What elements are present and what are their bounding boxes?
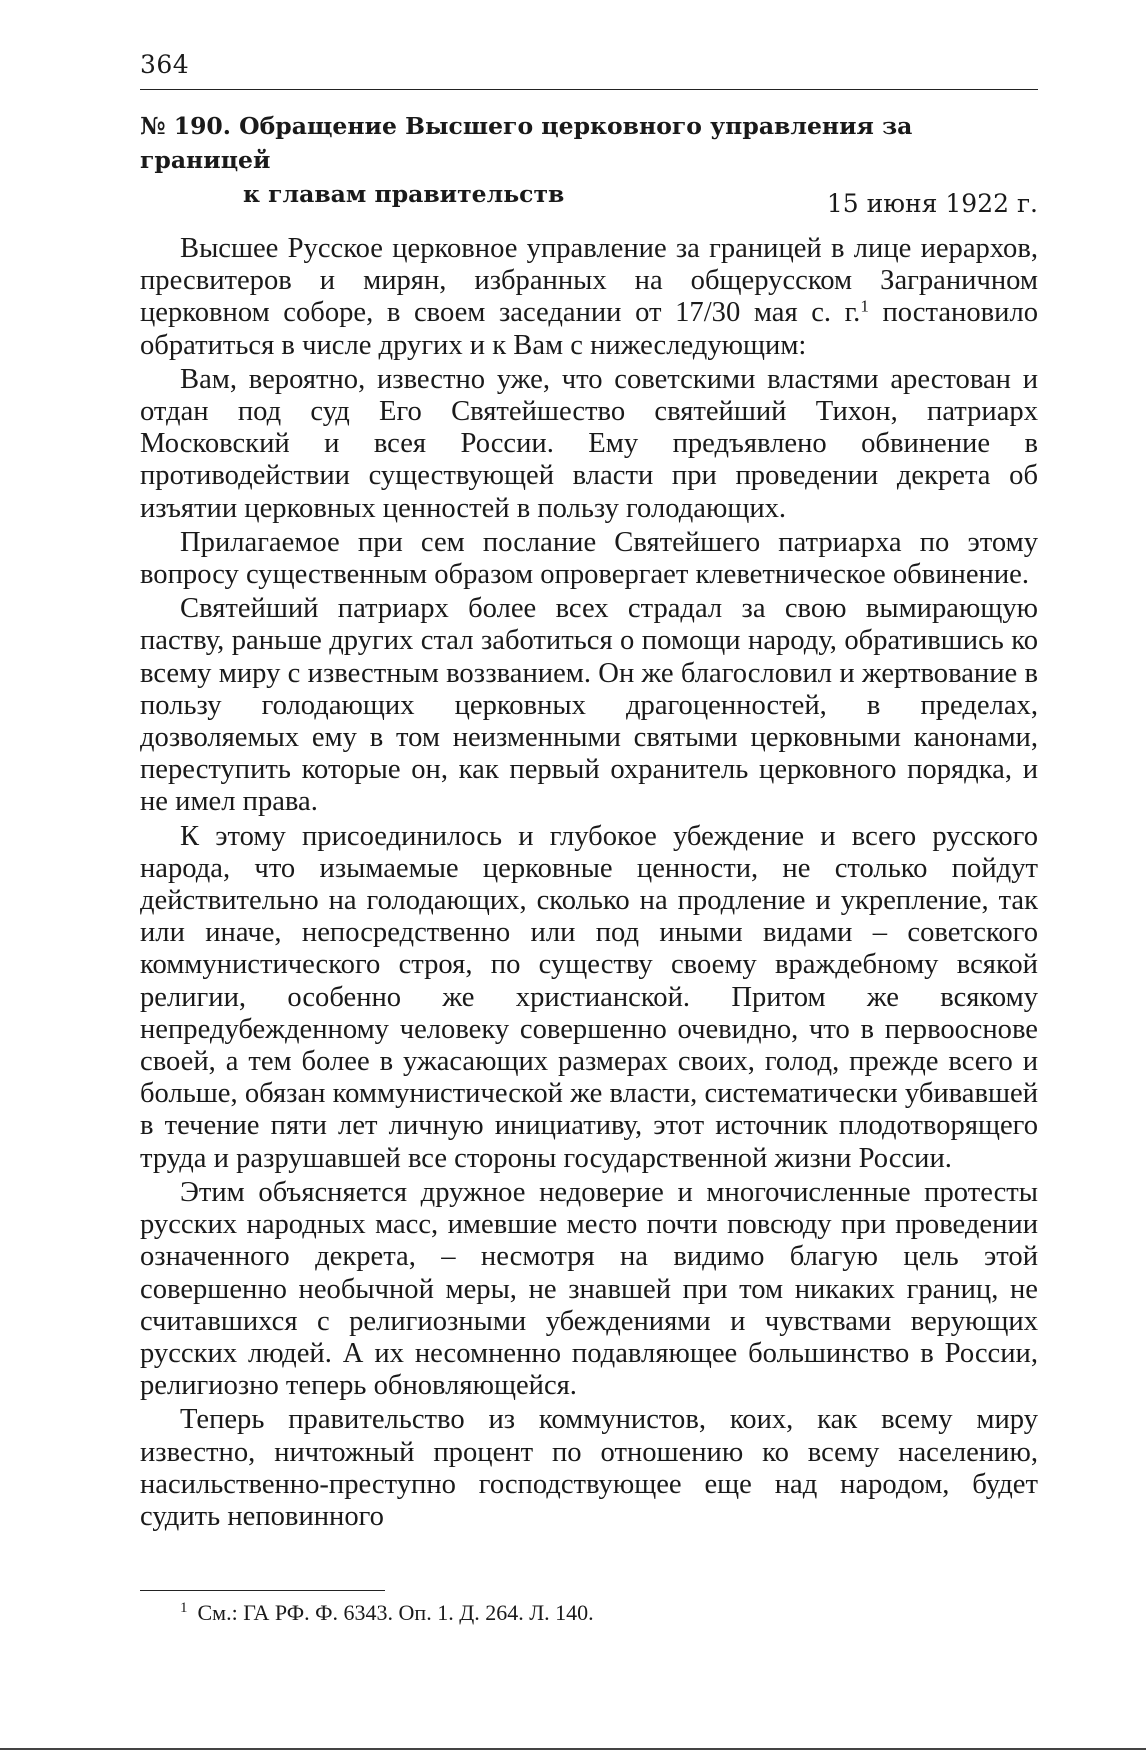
footnote [180, 1600, 594, 1626]
header-divider [140, 89, 1038, 90]
paragraph-4: Святейший патриарх более всех страдал за свою вымирающую паству, раньше других стал заботиться о помощи народу, обратившись ко всему миру с известным воззванием. Он же благословил и жертвование в пользу голодающих церковных драгоценностей, в пределах, дозволяемых ему в том неизменными святыми церковными канонами, переступить которые он, как первый охранитель церковного порядка, и не имел права. [140, 593, 1038, 818]
paragraph-1 [140, 233, 1038, 362]
paragraph-5: К этому присоединилось и глубокое убеждение и всего русского народа, что изымаемые церковные ценности, не столько пойдут действительно на голодающих, сколько на продление и укрепление, так или иначе, непосредственно или под иными видами – советского коммунистического строя, по существу своему враждебному всякой религии, особенно же христианской. Притом же всякому непредубежденному человеку совершенно очевидно, что в первооснове своей, а тем более в ужасающих размерах своих, голод, прежде всего и больше, обязан коммунистической же власти, систематически убивавшей в течение пяти лет личную инициативу, этот источник плодотворящего труда и разрушавшей все стороны государственной жизни России. [140, 820, 1038, 1174]
document-date: 15 июня 1922 г. [826, 189, 1038, 218]
paragraph-1-before-note: Высшее Русское церковное управление за границей в лице иерархов, пресвитеров и мирян, избранных на общерусском Заграничном церковном соборе, в своем заседании от 17/30 мая с. г. [140, 233, 1038, 329]
document-number: № 190. [140, 112, 231, 140]
footnote-text: См.: ГА РФ. Ф. 6343. Оп. 1. Д. 264. Л. 140. [197, 1600, 594, 1625]
paragraph-2: Вам, вероятно, известно уже, что советскими властями арестован и отдан под суд Его Святейшество святейший Тихон, патриарх Московский и всея России. Ему предъявлено обвинение в противодействии существующей власти при проведении декрета об изъятии церковных ценностей в пользу голодающих. [140, 363, 1038, 524]
paragraph-1-after-note: постановило обратиться в числе других и к Вам с нижеследующим: [140, 297, 1039, 361]
document-body [140, 233, 1038, 1533]
paragraph-6: Этим объясняется дружное недоверие и многочисленные протесты русских народных масс, имевшие место почти повсюду при проведении означенного декрета, – несмотря на видимо благую цель этой совершенно необычной меры, не знавшей при том никаких границ, не считавшихся с религиозными убеждениями и чувствами верующих русских людей. А их несомненно подавляющее большинство в России, религиозно теперь обновляющейся. [140, 1176, 1038, 1402]
footnote-reference: 1 [860, 296, 869, 316]
footnote-divider [140, 1590, 385, 1591]
document-title-line-2: к главам правительств [243, 180, 565, 208]
footnote-mark: 1 [180, 1600, 188, 1616]
document-title-line-1: Обращение Высшего церковного управления за границей [140, 112, 913, 174]
paragraph-3: Прилагаемое при сем послание Святейшего патриарха по этому вопросу существенным образом опровергает клеветническое обвинение. [140, 526, 1038, 591]
paragraph-7: Теперь правительство из коммунистов, коих, как всему миру известно, ничтожный процент по отношению ко всему населению, насильственно-преступно господствующее еще над народом, будет судить неповинного [140, 1404, 1038, 1532]
page-number: 364 [140, 50, 190, 79]
bottom-edge-line [0, 1748, 1146, 1750]
